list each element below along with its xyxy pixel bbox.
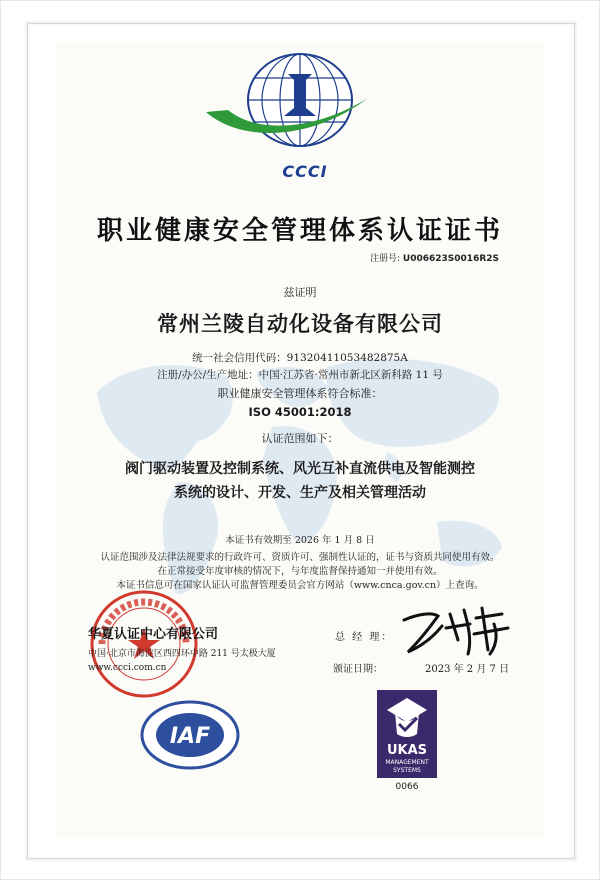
general-manager-label: 总 经 理： xyxy=(335,632,394,643)
registration-number xyxy=(370,251,499,264)
note-line-1: 认证范围涉及法律法规要求的行政许可、资质许可、强制性认证的，证书与资质共同使用有效。 xyxy=(100,552,500,563)
issuer-website: www.ccci.com.cn xyxy=(88,663,167,673)
ukas-sub-1: MANAGEMENT xyxy=(385,759,429,766)
issue-date: 2023 年 2 月 7 日 xyxy=(425,664,510,675)
ukas-code: 0066 xyxy=(395,782,419,792)
credit-code: 统一社会信用代码：91320411053482875A xyxy=(192,352,408,364)
scope-label: 认证范围如下： xyxy=(261,432,339,445)
ukas-logo-icon xyxy=(377,690,437,778)
company-name: 常州兰陵自动化设备有限公司 xyxy=(157,312,443,336)
note-line-2: 在正常接受年度审核的情况下，与年度监督保持通知一并使用有效。 xyxy=(157,566,443,577)
ukas-sub-2: SYSTEMS xyxy=(393,767,421,774)
iaf-logo-text: IAF xyxy=(169,724,211,749)
red-seal-stamp-icon xyxy=(88,588,200,700)
scope-line-2: 系统的设计、开发、生产及相关管理活动 xyxy=(174,485,426,501)
registration-label: 注册号: xyxy=(370,254,401,264)
hereby-text: 兹证明 xyxy=(283,286,317,299)
ukas-logo-text: UKAS xyxy=(386,743,428,758)
issuer-address: 中国·北京市海淀区西四环中路 211 号太极大厦 xyxy=(88,649,276,659)
ccci-logo-text: CCCI xyxy=(282,162,328,181)
comply-text: 职业健康安全管理体系符合标准： xyxy=(217,387,383,400)
company-address: 注册/办公/生产地址：中国·江苏省·常州市新北区新科路 11 号 xyxy=(157,369,443,381)
issuer-name: 华夏认证中心有限公司 xyxy=(88,627,219,642)
iaf-logo-icon xyxy=(140,700,240,770)
issue-date-label: 颁证日期： xyxy=(333,664,383,675)
validity-text: 本证书有效期至 2026 年 1 月 8 日 xyxy=(225,535,375,546)
note-line-3: 本证书信息可在国家认证认可监督管理委员会官方网站（www.cnca.gov.cn）上查询。 xyxy=(116,580,484,591)
registration-value: U006623S0016R2S xyxy=(402,254,500,264)
signature-icon xyxy=(398,600,518,660)
scope-line-1: 阀门驱动装置及控制系统、风光互补直流供电及智能测控 xyxy=(125,461,475,477)
ccci-globe-logo-icon xyxy=(200,50,380,160)
standard-name: ISO 45001:2018 xyxy=(248,405,352,419)
certificate-title: 职业健康安全管理体系认证证书 xyxy=(96,216,503,246)
